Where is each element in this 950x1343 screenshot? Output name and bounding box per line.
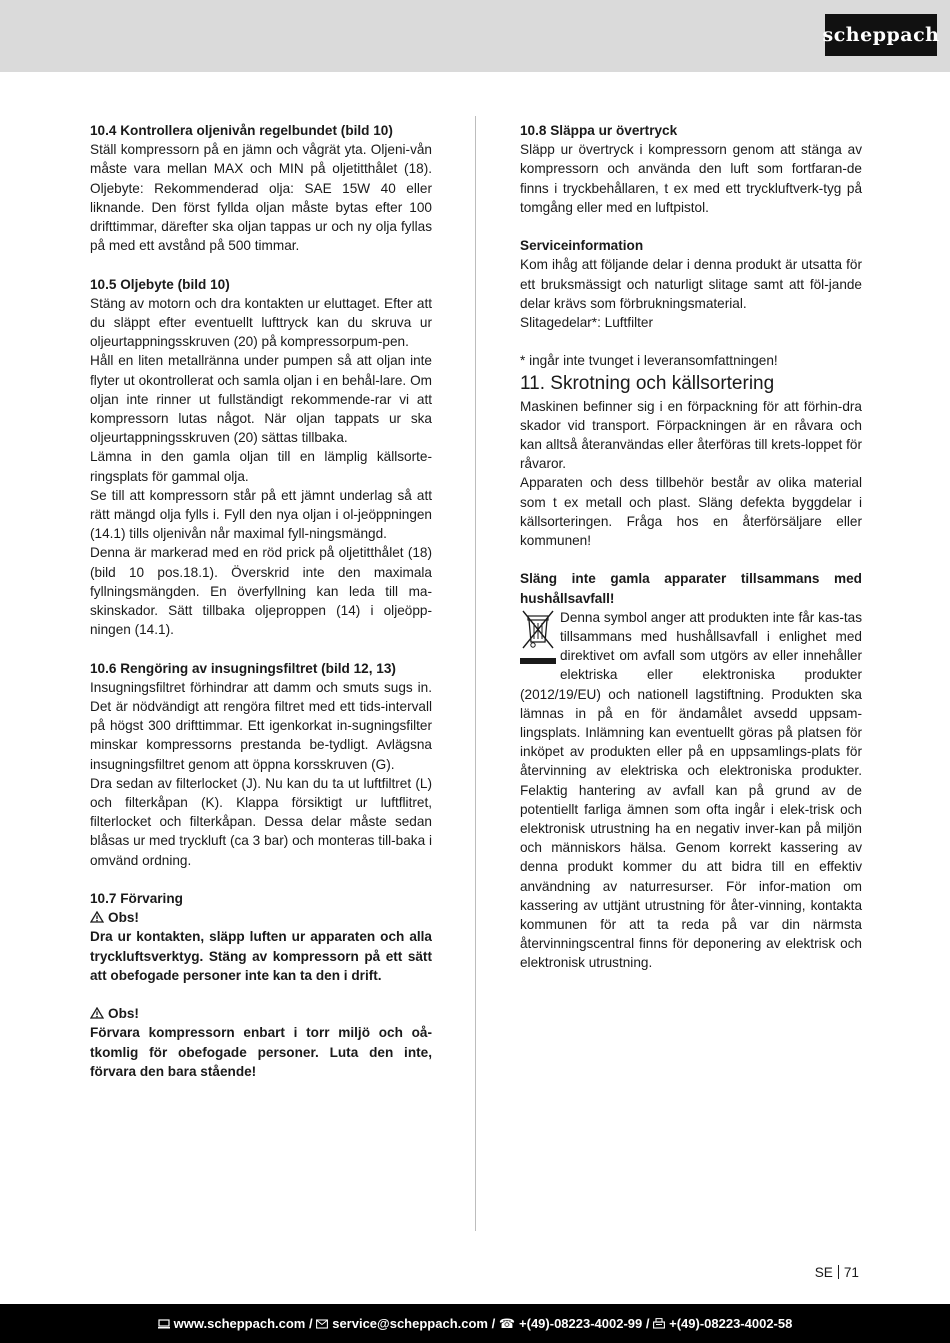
service-info-title: Serviceinformation [520,238,644,254]
section-10-5-title: 10.5 Oljebyte (bild 10) [90,276,230,292]
warning-text-2: Förvara kompressorn enbart i torr miljö och oå-tkomlig för obefogade personer. Luta den inte, förvara den bara stående! [90,1025,432,1079]
section-10-5-para-5: Denna är markerad med en röd prick på oljetitthålet (18) (bild 10 pos.18.1). Överskrid inte den maximala fyllningsmängden. En överfyllning kan leda till ma-skinskador. Sätt tillbaka oljeproppen (14) i oljeöpp-ningen (14.1). [90,545,432,638]
wear-parts: Slitagedelar*: Luftfilter [520,315,653,331]
weee-title: Släng inte gamla apparater tillsammans med hushållsavfall! [520,571,862,606]
warning-triangle-icon [90,911,104,923]
warning-triangle-icon [90,1007,104,1019]
section-10-7-title: 10.7 Förvaring [90,891,183,907]
language-code: SE [814,1265,833,1280]
phone-number: +(49)-08223-4002-99 / [519,1316,650,1331]
section-10-5-para-1: Stäng av motorn och dra kontakten ur eluttaget. Efter att du släppt efter eventuellt lufttryck kan du skruva ur oljeurtappningsskruven (20) på kompressorpum-pen. [90,295,432,350]
crossed-out-bin-icon [520,608,556,666]
section-10-5-para-3: Lämna in den gamla oljan till en lämplig källsorte-ringsplats för gammal olja. [90,449,432,484]
section-10-4-title: 10.4 Kontrollera oljenivån regelbundet (bild 10) [90,123,393,138]
page-number-value: 71 [843,1265,859,1280]
warning-text-1: Dra ur kontakten, släpp luften ur apparaten och alla tryckluftsverktyg. Stäng av kompressorn på ett sätt att obefogade personer inte kan ta den i drift. [90,929,432,983]
weee-body: Denna symbol anger att produkten inte får kas-tas tillsammans med hushållsavfall i enlighet med direktivet om avfall som utgörs av eller innehåller elektriska eller elektroniska produkter (2012/19/EU) och nationell lagstiftning. Produkten ska lämnas in på en för ändamålet avsedd uppsam-lingsplats. Inlämning kan eventuellt göras på platsen för inköpet av produkten eller på en uppsamlings-plats för återvinning av elektriska och elektroniska produkter. Felaktig hantering av avfall kan på grund av de potentiellt farliga ämnen som ofta ingår i elek-trisk och elektronisk utrustning ha en negativ inver-kan på miljön och människors hälsa. Genom korrekt kassering av denna produkt kommer du att bidra till en effektiv användning av naturresurser. För infor-mation om kassering av uttjänt utrustning för åter-vinning, kontakta kommunen för att ta reda på var din närmsta återvinningscentral finns för deponering av elektrisk och elektronisk utrustning. [520,609,862,971]
computer-icon [158,1319,170,1329]
scheppach-logo: scheppach [825,14,937,56]
warning-label-1: Obs! [90,908,432,927]
website-link[interactable]: www.scheppach.com / [173,1316,313,1331]
footnote: * ingår inte tvunget i leveransomfattningen! [520,353,778,369]
right-column [520,121,862,973]
section-10-5-para-4: Se till att kompressorn står på ett jämnt underlag så att rätt mängd olja fylls i. Fyll den nya oljan i ol-jeöppningen (14.1) tills oljenivån når maximal fyll-ningsmängd. [90,487,432,542]
fax-icon [653,1318,665,1329]
header-band [0,0,950,72]
contact-bar [0,1304,950,1343]
section-11-para-2: Apparaten och dess tillbehör består av olika material som t ex metall och plast. Släng defekta byggdelar i källsorteringen. Fråga hos en återförsäljare eller kommunen! [520,475,862,549]
section-10-6-title: 10.6 Rengöring av insugningsfiltret (bild 12, 13) [90,660,396,676]
section-10-6-para-2: Dra sedan av filterlocket (J). Nu kan du ta ut luftfiltret (L) och filterkåpan (K). Klappa försiktigt ur luftflitret, filterlocket och filterkåpan. Dessa delar måste sedan blåsas ur med tryckluft (ca 3 bar) och monteras till-baka i omvänd ordning. [90,775,432,868]
page-number [815,1265,859,1280]
weee-block [520,608,862,973]
warning-label-2: Obs! [90,1004,432,1023]
email-icon [316,1319,328,1329]
section-10-8-body: Släpp ur övertryck i kompressorn genom att stänga av kompressorn och använda den luft som fortfaran-de finns i tryckbehållaren, t ex med ett tryckluftverk-tyg på tomgång eller med en luftpistol. [520,142,862,215]
section-10-4-body: Ställ kompressorn på en jämn och vågrät yta. Oljeni-vån måste vara mellan MAX och MIN på oljetitthålet (18). Oljebyte: Rekommenderad olja: SAE 15W 40 eller liknande. Den först fyllda oljan måste bytas efter 100 drifttimmar, därefter ska oljan tappas ur och ny olja fyllas på med ett avstånd på 500 timmar. [90,142,432,254]
left-column [90,121,432,1081]
column-divider [475,116,476,1231]
section-11-title: 11. Skrotning och källsortering [520,372,775,394]
email-link[interactable]: service@scheppach.com / [332,1316,496,1331]
section-10-8-title: 10.8 Släppa ur övertryck [520,123,678,138]
fax-number: +(49)-08223-4002-58 [669,1316,793,1331]
section-10-6-para-1: Insugningsfiltret förhindrar att damm och smuts sugs in. Det är nödvändigt att rengöra filtret med ett tids-intervall på högst 300 drifttimmar. Ett igenkorkat in-sugningsfilter minskar kompressorns prestanda be-tydligt. Avlägsna insugningsfiltret genom att öppna korsskruven (G). [90,679,432,772]
section-10-5-para-2: Håll en liten metallränna under pumpen så att oljan inte flyter ut okontrollerat och samla oljan i en behål-lare. Om oljan inte rinner ut fullständigt rekommende-rar vi att kompressorn lutas något. När oljan tappats ur ska oljeurtappningsskruven (20) sättas tillbaka. [90,353,432,446]
section-11-para-1: Maskinen befinner sig i en förpackning för att förhin-dra skador vid transport. Förpackningen är en råvara och kan alltså återanvändas eller återföras till krets-loppet för råvaror. [520,398,862,472]
phone-icon: ☎ [498,1315,516,1331]
service-info-body: Kom ihåg att följande delar i denna produkt är utsatta för ett bruksmässigt och naturligt slitage samt att föl-jande delar krävs som förbrukningsmaterial. [520,257,862,311]
